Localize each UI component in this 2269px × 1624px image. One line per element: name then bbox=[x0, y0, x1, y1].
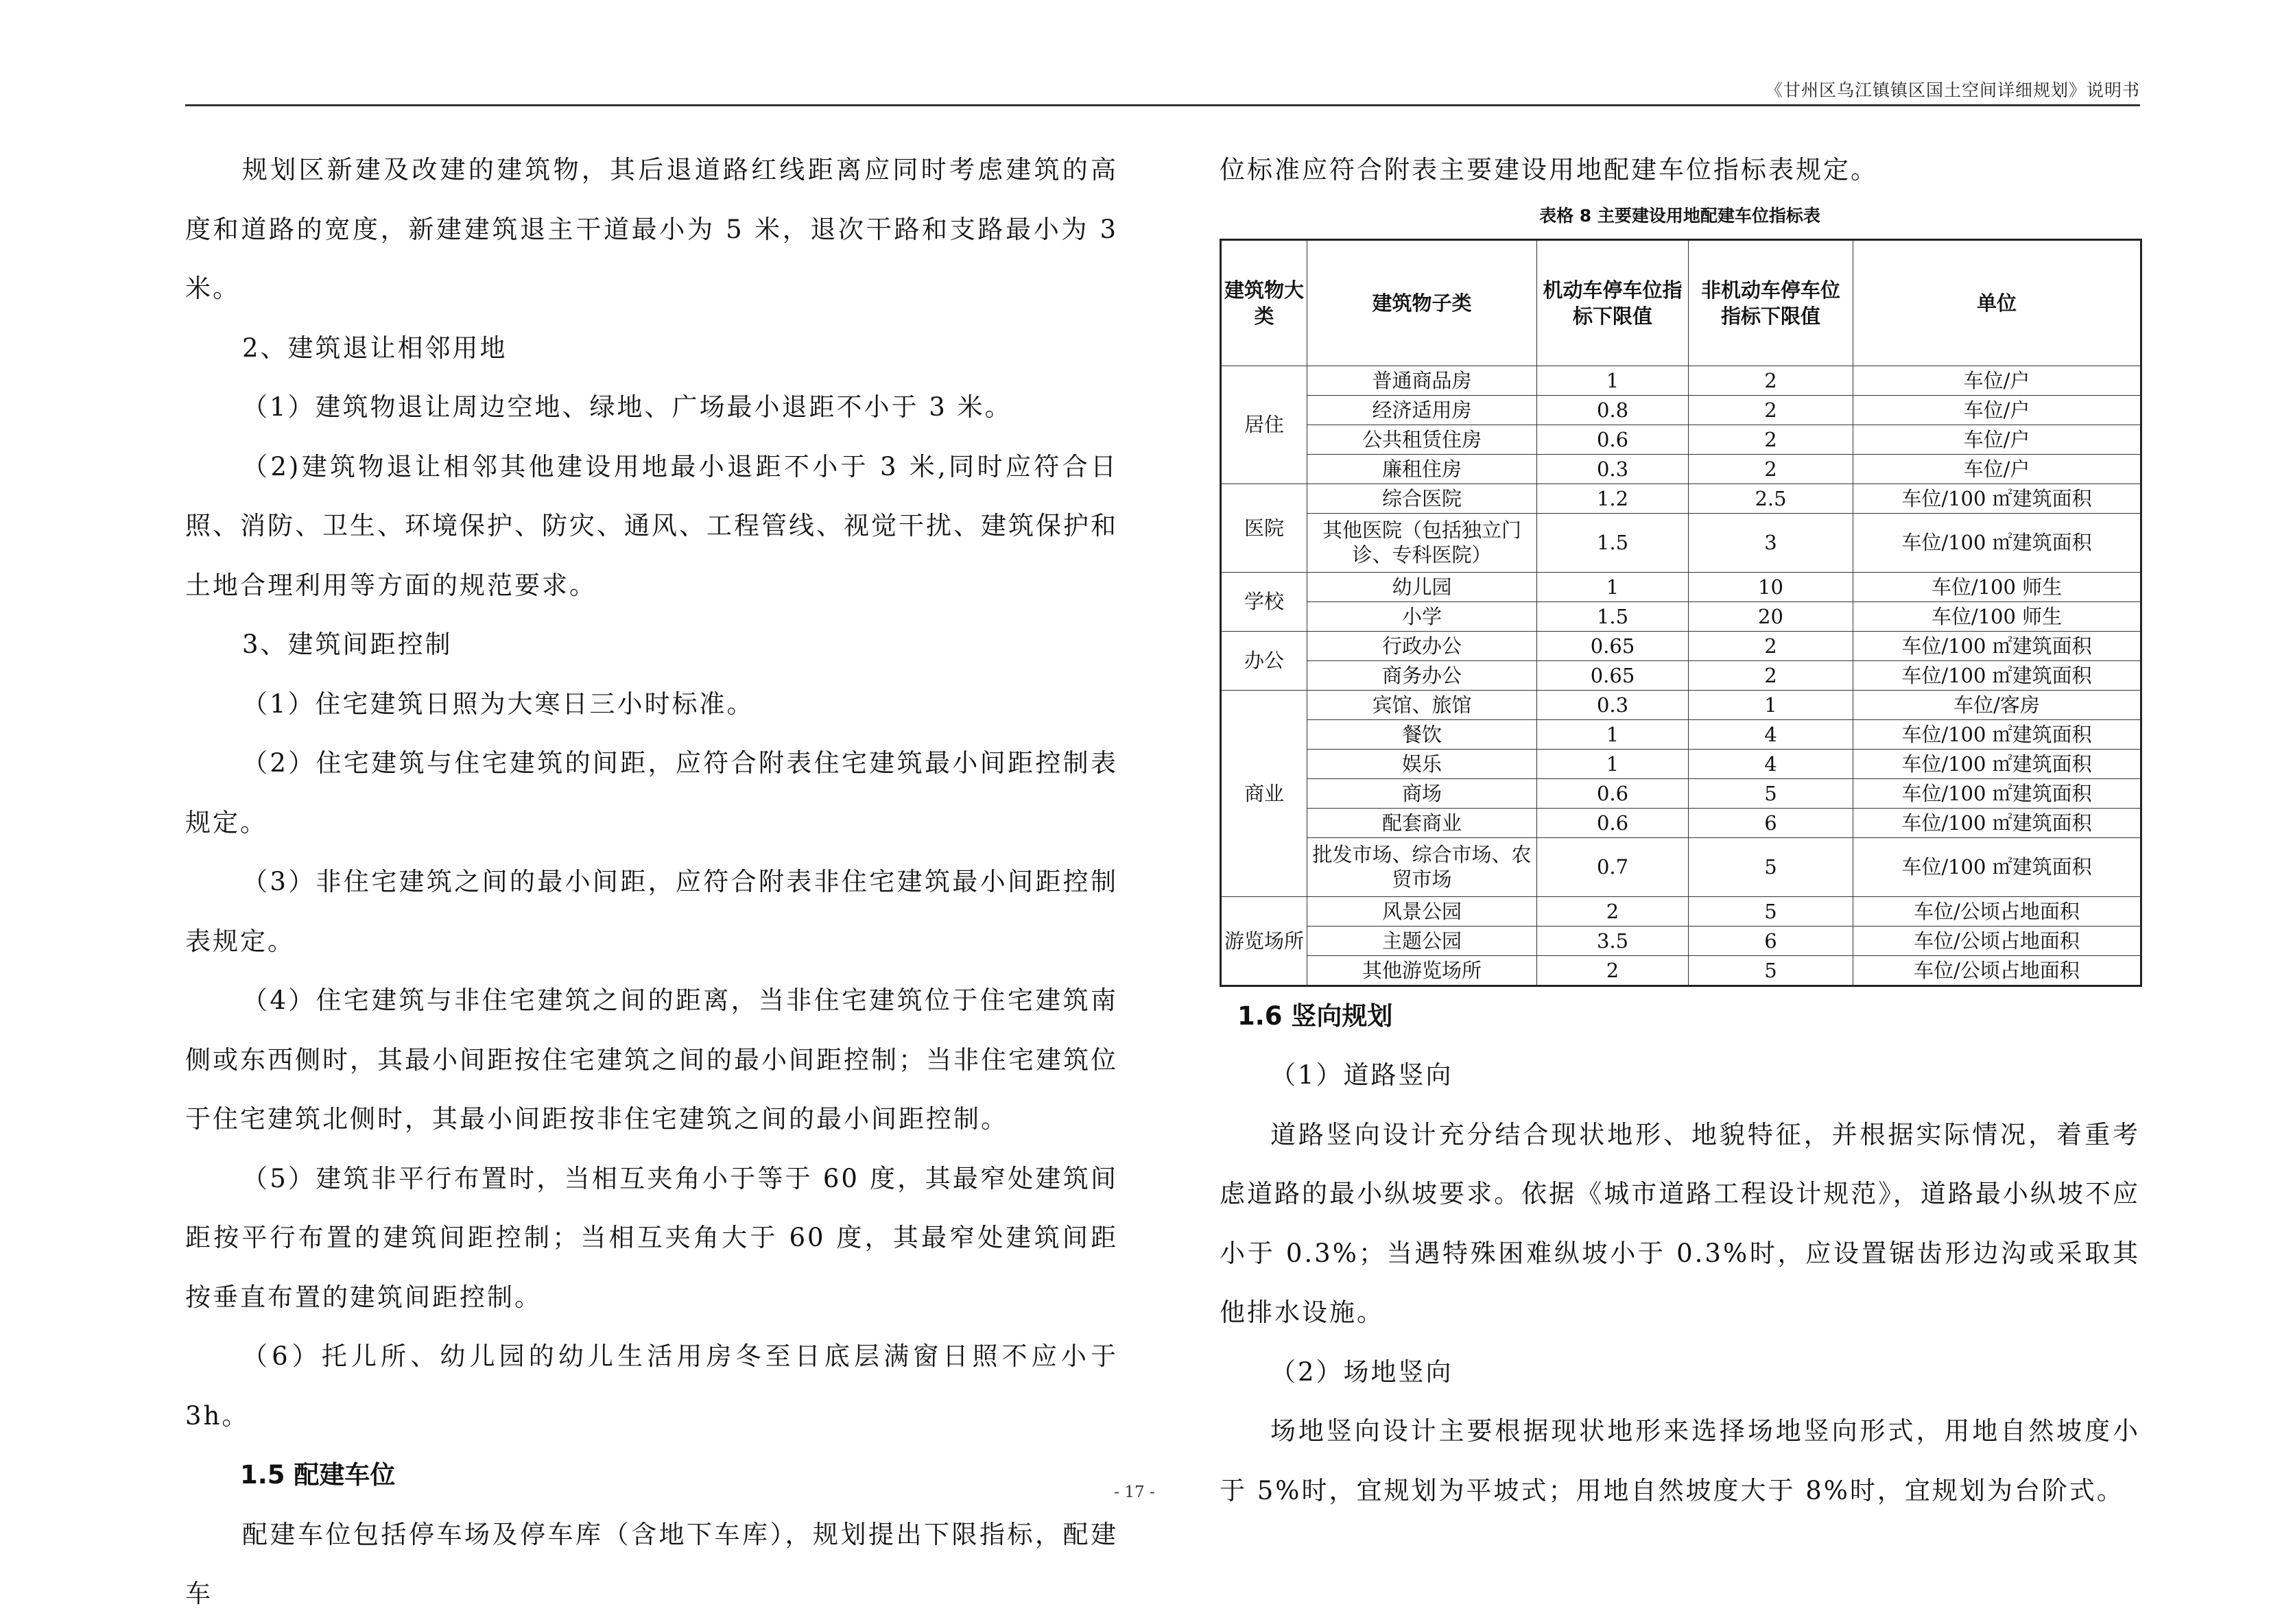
page-number: - 17 - bbox=[1114, 1483, 1155, 1501]
table-row bbox=[1221, 690, 2141, 719]
paragraph-parking-standard: 位标准应符合附表主要建设用地配建车位指标表规定。 bbox=[1220, 155, 1878, 184]
motor-value-cell: 0.6 bbox=[1537, 778, 1689, 808]
table-row bbox=[1221, 366, 2141, 395]
subcategory-cell: 经济适用房 bbox=[1307, 395, 1537, 425]
motor-value-cell: 0.65 bbox=[1537, 631, 1689, 660]
unit-cell: 车位/户 bbox=[1853, 454, 2141, 483]
table-row bbox=[1221, 395, 2141, 425]
paragraph-nonresidential-spacing: （3）非住宅建筑之间的最小间距，应符合附表非住宅建筑最小间距控制表规定。 bbox=[185, 867, 1118, 956]
subcategory-cell: 行政办公 bbox=[1307, 631, 1537, 660]
table-row bbox=[1221, 572, 2141, 601]
paragraph-setback-road: 规划区新建及改建的建筑物，其后退道路红线距离应同时考虑建筑的高度和道路的宽度，新建建筑退主干道最小为 5 米，退次干路和支路最小为 3 米。 bbox=[185, 155, 1118, 303]
subheading-setback-adjacent: 2、建筑退让相邻用地 bbox=[242, 333, 508, 363]
subcategory-cell: 幼儿园 bbox=[1307, 572, 1537, 601]
motor-value-cell: 1.5 bbox=[1537, 513, 1689, 572]
nonmotor-value-cell: 6 bbox=[1689, 808, 1853, 837]
motor-value-cell: 0.65 bbox=[1537, 660, 1689, 690]
table-row bbox=[1221, 955, 2141, 986]
subcategory-cell: 宾馆、旅馆 bbox=[1307, 690, 1537, 719]
section-title-vertical-planning: 1.6 竖向规划 bbox=[1237, 1001, 1393, 1031]
left-column bbox=[185, 141, 1118, 1624]
subheading-spacing-control: 3、建筑间距控制 bbox=[242, 630, 453, 659]
paragraph-road-vertical: 道路竖向设计充分结合现状地形、地貌特征，并根据实际情况，着重考虑道路的最小纵坡要求。依据《城市道路工程设计规范》，道路最小纵坡不应小于 0.3%；当遇特殊困难纵坡小于 0.3%时，应设置锯齿形边沟或采取其他排水设施。 bbox=[1220, 1119, 2140, 1327]
nonmotor-value-cell: 5 bbox=[1689, 778, 1853, 808]
nonmotor-value-cell: 4 bbox=[1689, 719, 1853, 749]
unit-cell: 车位/公顷占地面积 bbox=[1853, 926, 2141, 955]
table-row bbox=[1221, 778, 2141, 808]
table-row bbox=[1221, 660, 2141, 690]
header-subcategory: 建筑物子类 bbox=[1307, 239, 1537, 366]
motor-value-cell: 1 bbox=[1537, 749, 1689, 778]
motor-value-cell: 2 bbox=[1537, 955, 1689, 986]
table-row bbox=[1221, 513, 2141, 572]
paragraph-sunlight-standard: （1）住宅建筑日照为大寒日三小时标准。 bbox=[242, 689, 755, 719]
nonmotor-value-cell: 5 bbox=[1689, 837, 1853, 896]
section-title-parking: 1.5 配建车位 bbox=[240, 1460, 396, 1490]
table-row bbox=[1221, 749, 2141, 778]
category-cell: 学校 bbox=[1221, 572, 1307, 631]
paragraph-site-vertical: 场地竖向设计主要根据现状地形来选择场地竖向形式，用地自然坡度小于 5%时，宜规划为平坡式；用地自然坡度大于 8%时，宜规划为台阶式。 bbox=[1220, 1416, 2140, 1505]
right-column bbox=[1220, 141, 2140, 1520]
motor-value-cell: 0.8 bbox=[1537, 395, 1689, 425]
motor-value-cell: 0.3 bbox=[1537, 454, 1689, 483]
subcategory-cell: 小学 bbox=[1307, 601, 1537, 631]
unit-cell: 车位/100 师生 bbox=[1853, 601, 2141, 631]
table-row bbox=[1221, 425, 2141, 454]
subcategory-cell: 商场 bbox=[1307, 778, 1537, 808]
subcategory-cell: 普通商品房 bbox=[1307, 366, 1537, 395]
nonmotor-value-cell: 5 bbox=[1689, 955, 1853, 986]
table-row bbox=[1221, 454, 2141, 483]
table-row bbox=[1221, 896, 2141, 926]
unit-cell: 车位/100 ㎡建筑面积 bbox=[1853, 808, 2141, 837]
nonmotor-value-cell: 5 bbox=[1689, 896, 1853, 926]
nonmotor-value-cell: 20 bbox=[1689, 601, 1853, 631]
subcategory-cell: 餐饮 bbox=[1307, 719, 1537, 749]
nonmotor-value-cell: 2 bbox=[1689, 395, 1853, 425]
unit-cell: 车位/公顷占地面积 bbox=[1853, 955, 2141, 986]
table-caption: 表格 8 主要建设用地配建车位指标表 bbox=[1539, 205, 1820, 226]
category-cell: 医院 bbox=[1221, 483, 1307, 572]
subcategory-cell: 娱乐 bbox=[1307, 749, 1537, 778]
header-divider bbox=[185, 104, 2140, 106]
unit-cell: 车位/100 ㎡建筑面积 bbox=[1853, 749, 2141, 778]
subcategory-cell: 批发市场、综合市场、农贸市场 bbox=[1307, 837, 1537, 896]
subcategory-cell: 其他游览场所 bbox=[1307, 955, 1537, 986]
table-row bbox=[1221, 719, 2141, 749]
unit-cell: 车位/户 bbox=[1853, 366, 2141, 395]
table-row bbox=[1221, 601, 2141, 631]
subheading-road-vertical: （1）道路竖向 bbox=[1270, 1060, 1453, 1090]
table-row bbox=[1221, 837, 2141, 896]
motor-value-cell: 2 bbox=[1537, 896, 1689, 926]
paragraph-parking-intro: 配建车位包括停车场及停车库（含地下车库），规划提出下限指标，配建车 bbox=[185, 1519, 1118, 1608]
paragraph-nonparallel-layout: （5）建筑非平行布置时，当相互夹角小于等于 60 度，其最窄处建筑间距按平行布置的建筑间距控制；当相互夹角大于 60 度，其最窄处建筑间距按垂直布置的建筑间距控制。 bbox=[185, 1163, 1118, 1312]
paragraph-kindergarten-sunlight: （6）托儿所、幼儿园的幼儿生活用房冬至日底层满窗日照不应小于 3h。 bbox=[185, 1341, 1118, 1431]
table-row bbox=[1221, 926, 2141, 955]
unit-cell: 车位/100 ㎡建筑面积 bbox=[1853, 631, 2141, 660]
category-cell: 游览场所 bbox=[1221, 896, 1307, 986]
motor-value-cell: 1 bbox=[1537, 719, 1689, 749]
table-row bbox=[1221, 631, 2141, 660]
nonmotor-value-cell: 6 bbox=[1689, 926, 1853, 955]
unit-cell: 车位/100 ㎡建筑面积 bbox=[1853, 719, 2141, 749]
unit-cell: 车位/户 bbox=[1853, 395, 2141, 425]
motor-value-cell: 0.6 bbox=[1537, 808, 1689, 837]
unit-cell: 车位/客房 bbox=[1853, 690, 2141, 719]
unit-cell: 车位/100 ㎡建筑面积 bbox=[1853, 483, 2141, 513]
category-cell: 商业 bbox=[1221, 690, 1307, 896]
nonmotor-value-cell: 1 bbox=[1689, 690, 1853, 719]
nonmotor-value-cell: 3 bbox=[1689, 513, 1853, 572]
paragraph-mixed-spacing: （4）住宅建筑与非住宅建筑之间的距离，当非住宅建筑位于住宅建筑南侧或东西侧时，其最小间距按住宅建筑之间的最小间距控制；当非住宅建筑位于住宅建筑北侧时，其最小间距按非住宅建筑之间的最小间距控制。 bbox=[185, 986, 1118, 1134]
unit-cell: 车位/户 bbox=[1853, 425, 2141, 454]
nonmotor-value-cell: 2 bbox=[1689, 454, 1853, 483]
nonmotor-value-cell: 2.5 bbox=[1689, 483, 1853, 513]
subcategory-cell: 商务办公 bbox=[1307, 660, 1537, 690]
header-motor-vehicle: 机动车停车位指标下限值 bbox=[1537, 239, 1689, 366]
header-category: 建筑物大类 bbox=[1221, 239, 1307, 366]
unit-cell: 车位/100 ㎡建筑面积 bbox=[1853, 837, 2141, 896]
unit-cell: 车位/100 ㎡建筑面积 bbox=[1853, 778, 2141, 808]
nonmotor-value-cell: 2 bbox=[1689, 660, 1853, 690]
subcategory-cell: 风景公园 bbox=[1307, 896, 1537, 926]
subheading-site-vertical: （2）场地竖向 bbox=[1270, 1357, 1453, 1387]
table-row bbox=[1221, 483, 2141, 513]
subcategory-cell: 综合医院 bbox=[1307, 483, 1537, 513]
paragraph-residential-spacing: （2）住宅建筑与住宅建筑的间距，应符合附表住宅建筑最小间距控制表规定。 bbox=[185, 748, 1118, 837]
unit-cell: 车位/100 ㎡建筑面积 bbox=[1853, 513, 2141, 572]
motor-value-cell: 0.3 bbox=[1537, 690, 1689, 719]
nonmotor-value-cell: 2 bbox=[1689, 366, 1853, 395]
unit-cell: 车位/公顷占地面积 bbox=[1853, 896, 2141, 926]
document-header-title: 《甘州区乌江镇镇区国土空间详细规划》说明书 bbox=[1765, 80, 2140, 100]
motor-value-cell: 3.5 bbox=[1537, 926, 1689, 955]
nonmotor-value-cell: 4 bbox=[1689, 749, 1853, 778]
motor-value-cell: 1 bbox=[1537, 572, 1689, 601]
table-header-row bbox=[1221, 239, 2141, 366]
unit-cell: 车位/100 ㎡建筑面积 bbox=[1853, 660, 2141, 690]
nonmotor-value-cell: 2 bbox=[1689, 425, 1853, 454]
motor-value-cell: 1.2 bbox=[1537, 483, 1689, 513]
header-non-motor-vehicle: 非机动车停车位指标下限值 bbox=[1689, 239, 1853, 366]
motor-value-cell: 0.7 bbox=[1537, 837, 1689, 896]
motor-value-cell: 1.5 bbox=[1537, 601, 1689, 631]
motor-value-cell: 1 bbox=[1537, 366, 1689, 395]
subcategory-cell: 配套商业 bbox=[1307, 808, 1537, 837]
paragraph-setback-open-space: （1）建筑物退让周边空地、绿地、广场最小退距不小于 3 米。 bbox=[242, 392, 1012, 422]
nonmotor-value-cell: 10 bbox=[1689, 572, 1853, 601]
category-cell: 居住 bbox=[1221, 366, 1307, 483]
paragraph-setback-other-land: （2)建筑物退让相邻其他建设用地最小退距不小于 3 米,同时应符合日照、消防、卫生、环境保护、防灾、通风、工程管线、视觉干扰、建筑保护和土地合理利用等方面的规范要求。 bbox=[185, 451, 1118, 600]
subcategory-cell: 廉租住房 bbox=[1307, 454, 1537, 483]
nonmotor-value-cell: 2 bbox=[1689, 631, 1853, 660]
table-row bbox=[1221, 808, 2141, 837]
parking-index-table bbox=[1220, 239, 2142, 987]
subcategory-cell: 主题公园 bbox=[1307, 926, 1537, 955]
motor-value-cell: 0.6 bbox=[1537, 425, 1689, 454]
header-unit: 单位 bbox=[1853, 239, 2141, 366]
unit-cell: 车位/100 师生 bbox=[1853, 572, 2141, 601]
category-cell: 办公 bbox=[1221, 631, 1307, 690]
subcategory-cell: 公共租赁住房 bbox=[1307, 425, 1537, 454]
subcategory-cell: 其他医院（包括独立门诊、专科医院） bbox=[1307, 513, 1537, 572]
